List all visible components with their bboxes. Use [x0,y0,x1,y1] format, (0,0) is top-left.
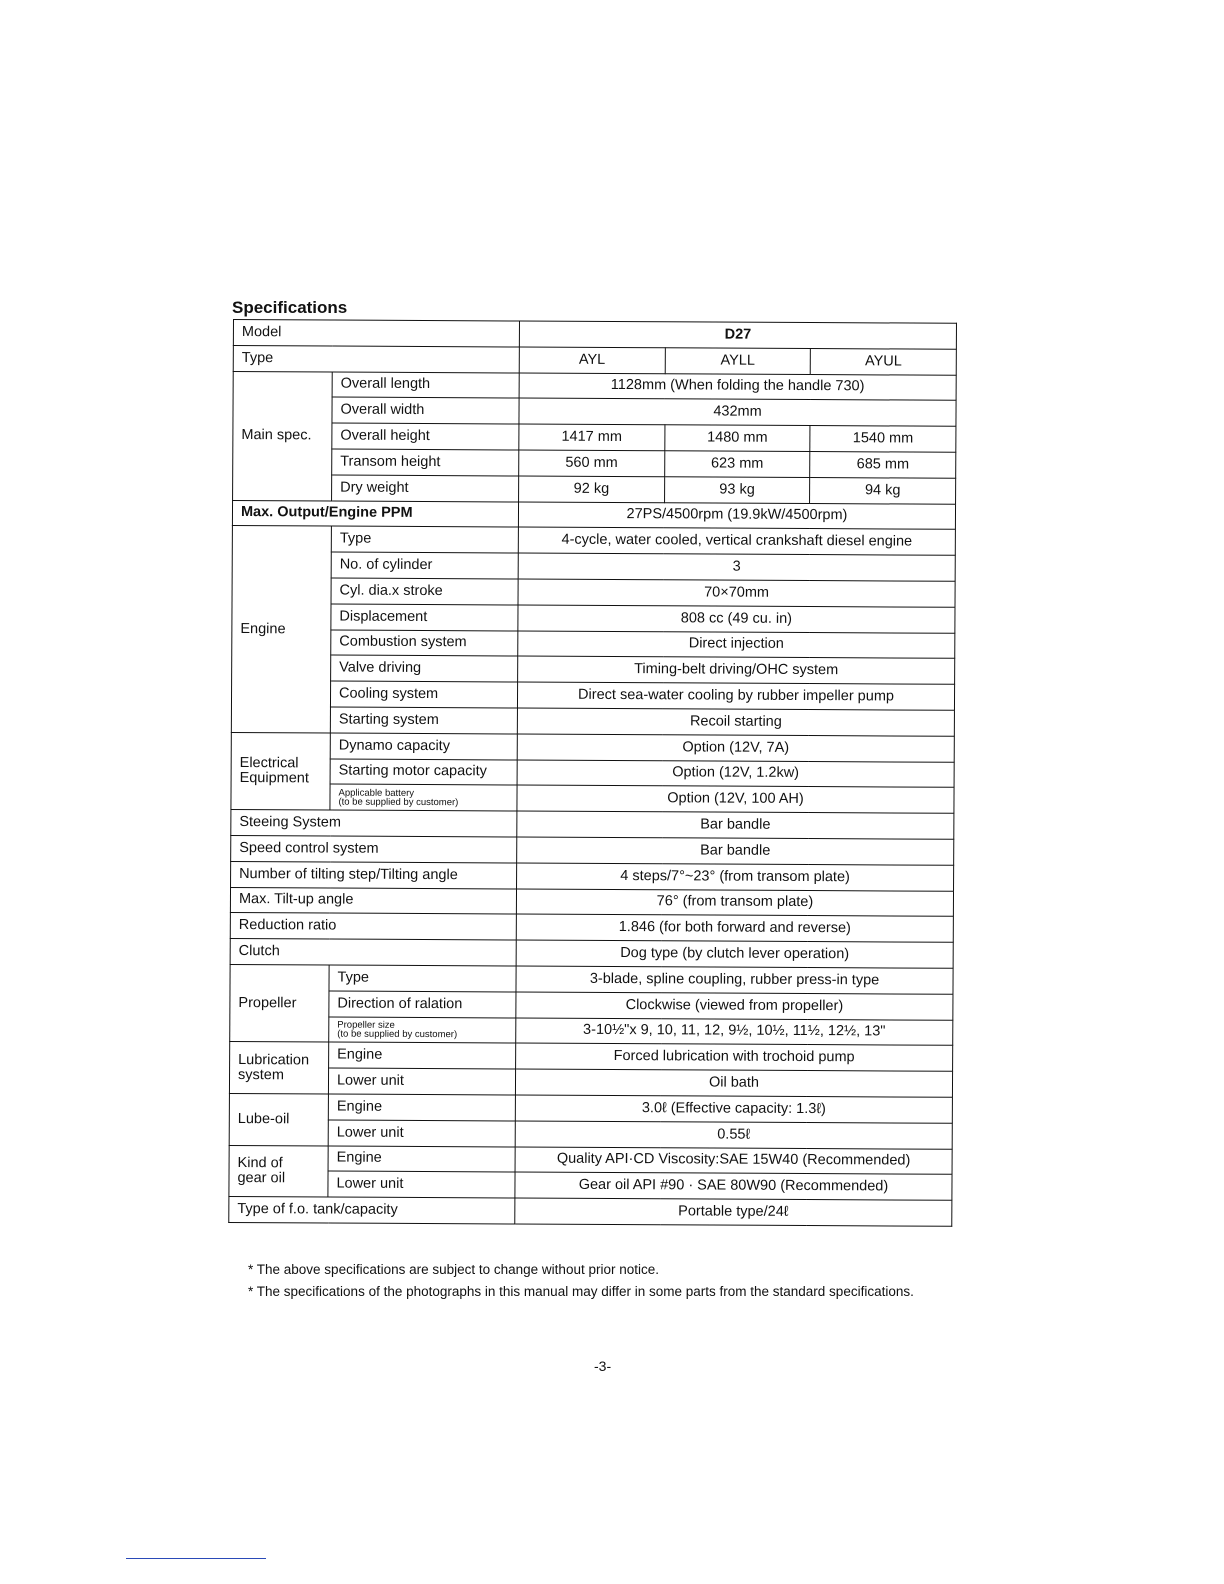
gear-oil-label [229,1145,328,1197]
row-value: 76° (from transom plate) [516,889,953,917]
row-value: Direct sea-water cooling by rubber impeller pump [517,682,954,710]
row-label: Cyl. dia.x stroke [331,578,518,605]
row-label: Type [331,526,518,553]
row-label: Engine [329,1042,516,1069]
table-row [230,1042,953,1072]
row-value: 92 kg [519,476,665,503]
type-label: Type [233,345,519,372]
table-row [230,913,953,943]
propeller-size-label-line2: (to be supplied by customer) [337,1028,458,1041]
table-row [229,1119,952,1149]
row-label: Transom height [332,449,519,476]
table-row [231,706,954,736]
electrical-label [231,732,330,810]
row-label: Speed control system [231,835,517,862]
electrical-label-line1: Electrical [239,754,299,772]
row-label: Cooling system [330,681,517,708]
row-label: Type of f.o. tank/capacity [229,1197,515,1224]
electrical-label-line2: Equipment [239,769,309,787]
main-spec-label: Main spec. [233,371,333,501]
page-number: -3- [594,1358,612,1374]
table-row [233,397,956,427]
table-row [230,964,953,994]
gear-oil-label-line1: Kind of [237,1154,283,1172]
table-row [233,448,956,478]
max-output-value: 27PS/4500rpm (19.9kW/4500rpm) [518,502,955,530]
variant-ayl: AYL [519,347,665,374]
row-value: Dog type (by clutch lever operation) [516,940,953,968]
footnote: * The specifications of the photographs in this manual may differ in some parts from the standard specifications. [248,1284,914,1299]
row-label: Engine [328,1146,515,1173]
row-label: Overall height [332,423,519,450]
table-row [231,758,954,788]
model-value: D27 [519,321,956,349]
table-row [230,990,953,1020]
table-row [229,1093,952,1123]
table-row [230,887,953,917]
row-value: 93 kg [664,477,810,504]
table-row [232,526,955,556]
row-value: 1480 mm [664,425,810,452]
table-row [233,423,956,453]
specifications-table [228,319,957,1227]
page-title: Specifications [232,298,348,317]
divider [126,1558,266,1559]
row-value: Timing-belt driving/OHC system [518,656,955,684]
table-row [232,603,955,633]
row-label: Engine [328,1094,515,1121]
table-row [232,577,955,607]
row-value: 3 [518,553,955,581]
row-value: Option (12V, 1.2kw) [517,760,954,788]
row-value: 3.0ℓ (Effective capacity: 1.3ℓ) [515,1095,952,1123]
lubrication-label [229,1042,328,1094]
table-row [229,1197,952,1227]
row-value: Oil bath [515,1069,952,1097]
table-row [231,861,954,891]
row-label: Max. Tilt-up angle [230,887,516,914]
row-label: Type [329,965,516,992]
battery-label-line2: (to be supplied by customer) [338,796,459,808]
table-row [229,1145,952,1175]
table-row [233,345,956,375]
row-label: Displacement [331,604,518,631]
table-row [231,810,954,840]
row-value: 94 kg [810,477,956,504]
table-row [231,732,954,762]
propeller-size-label-line1: Propeller size [337,1019,395,1031]
variant-ayul: AYUL [811,348,957,375]
row-label: Steeing System [231,810,517,837]
row-label: Combustion system [331,630,518,657]
table-row [231,835,954,865]
row-label: Reduction ratio [230,913,516,940]
row-value: Bar bandle [517,837,954,865]
row-value: 1128mm (When folding the handle 730) [519,373,956,401]
row-label [329,1017,516,1044]
row-value: Forced lubrication with trochoid pump [516,1043,953,1071]
table-row [233,320,956,350]
footnote: * The above specifications are subject to change without prior notice. [248,1262,659,1277]
row-label: Dynamo capacity [330,733,517,760]
table-row [233,371,956,401]
row-value: 4-cycle, water cooled, vertical crankshaft diesel engine [518,527,955,555]
row-value: 0.55ℓ [515,1121,952,1149]
row-value: 4 steps/7°~23° (from transom plate) [517,863,954,891]
gear-oil-label-line2: gear oil [237,1169,286,1187]
table-row [232,655,955,685]
row-value: Direct injection [518,631,955,659]
row-value: 1417 mm [519,424,665,451]
row-value: 1540 mm [810,426,956,453]
table-row [232,552,955,582]
row-label: Starting motor capacity [330,759,517,786]
model-label: Model [233,320,519,347]
table-row [231,784,954,814]
row-label [330,784,517,811]
row-label: Lower unit [328,1068,515,1095]
row-value: 432mm [519,398,956,426]
row-value: Gear oil API #90 · SAE 80W90 (Recommended) [515,1172,952,1200]
row-value: 623 mm [664,451,810,478]
row-value: Option (12V, 7A) [517,734,954,762]
table-row [232,500,955,530]
row-label: Direction of ralation [329,991,516,1018]
table-row [229,1068,952,1098]
row-label: Valve driving [331,655,518,682]
engine-label: Engine [231,526,331,733]
row-value: Option (12V, 100 AH) [517,785,954,813]
row-label: Dry weight [332,475,519,502]
row-label: Clutch [230,939,516,966]
row-label: No. of cylinder [331,552,518,579]
row-label: Lower unit [328,1120,515,1147]
table-row [231,681,954,711]
row-label: Number of tilting step/Tilting angle [231,861,517,888]
row-value: Portable type/24ℓ [515,1198,952,1226]
row-value: 560 mm [519,450,665,477]
lube-oil-label: Lube-oil [229,1093,328,1145]
row-label: Overall width [332,397,519,424]
row-label: Lower unit [328,1171,515,1198]
battery-label-line1: Applicable battery [338,787,415,799]
row-value: Clockwise (viewed from propeller) [516,992,953,1020]
row-value: Recoil starting [517,708,954,736]
variant-ayll: AYLL [665,348,811,375]
row-value: 3-blade, spline coupling, rubber press-in type [516,966,953,994]
row-value: 3-10½"x 9, 10, 11, 12, 9½, 10½, 11½, 12½, 13" [516,1018,953,1046]
row-value: 685 mm [810,452,956,479]
footnotes [248,1260,958,1304]
table-row [229,1171,952,1201]
lubrication-label-line2: system [238,1066,285,1083]
lubrication-label-line1: Lubrication [238,1051,310,1069]
table-row [230,1016,953,1046]
row-value: 70×70mm [518,579,955,607]
row-value: 1.846 (for both forward and reverse) [516,914,953,942]
table-row [233,474,956,504]
row-value: Bar bandle [517,811,954,839]
row-value: Quality API·CD Viscosity:SAE 15W40 (Recommended) [515,1146,952,1174]
max-output-label: Max. Output/Engine PPM [232,500,518,527]
propeller-label: Propeller [230,964,329,1042]
row-label: Starting system [330,707,517,734]
row-value: 808 cc (49 cu. in) [518,605,955,633]
row-label: Overall length [332,372,519,399]
table-row [230,939,953,969]
table-row [232,629,955,659]
